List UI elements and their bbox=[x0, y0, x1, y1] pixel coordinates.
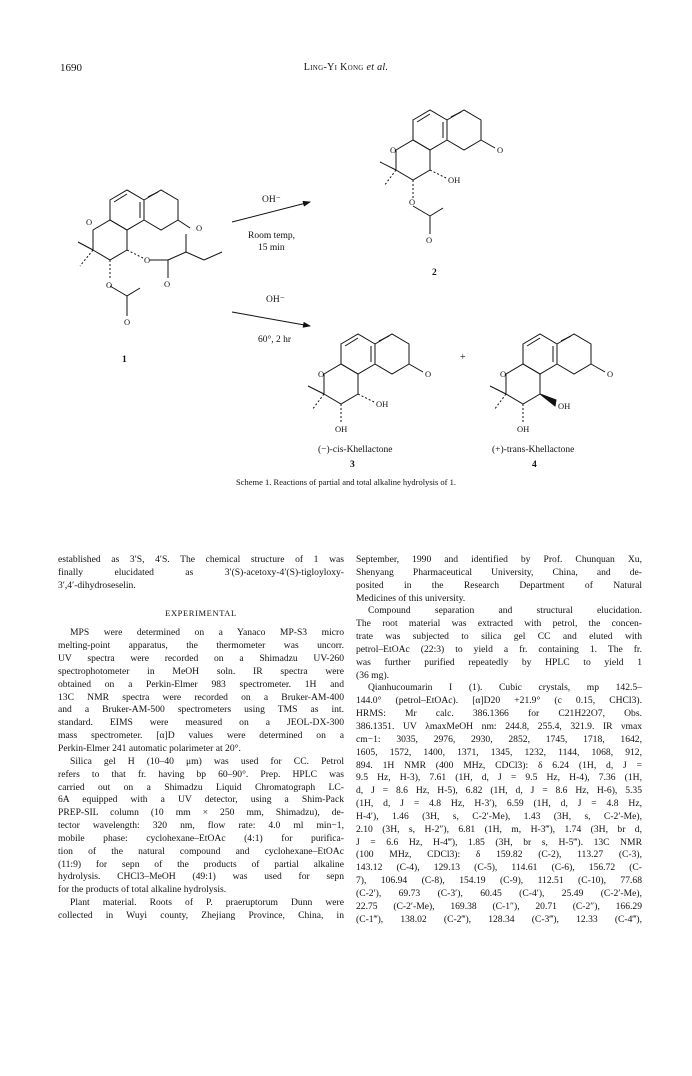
atom-o: O bbox=[500, 369, 507, 379]
text-line: MPS were determined on a Yanaco MP-S3 micro bbox=[70, 627, 344, 639]
reaction-scheme bbox=[0, 80, 692, 475]
text-line: was further purified repeatedly by HPLC to yield 1 bbox=[356, 656, 642, 668]
text-line: trate was subjected to silica gel CC and eluted with bbox=[356, 631, 642, 643]
text-line: (36 mg). bbox=[356, 669, 390, 681]
text-line: tion of the natural compound and cyclohexane–EtOAc bbox=[58, 845, 344, 857]
atom-o: O bbox=[318, 369, 325, 379]
text-line: PREP-SIL column (10 mm × 250 mm, Shimadzu), de- bbox=[58, 807, 344, 819]
atom-oh: OH bbox=[376, 399, 389, 409]
text-line: 3′,4′-dihydroseselin. bbox=[58, 579, 136, 591]
atom-o: O bbox=[124, 317, 131, 327]
text-line: 894. 1H NMR (400 MHz, CDCl3): δ 6.24 (1H, d, J = bbox=[356, 759, 642, 771]
compound-3-label: 3 bbox=[350, 460, 355, 470]
text-line: 22.75 (C-2′-Me), 169.38 (C-1″), 20.71 (C-2″), 166.29 bbox=[356, 900, 642, 912]
plus-sign: + bbox=[460, 352, 466, 363]
text-line: spectrophotometer in MeOH soln. IR spectra were bbox=[58, 665, 344, 677]
text-line: hydrolysis. CHCl3–MeOH (49:1) was used for sepn bbox=[58, 871, 344, 883]
text-line: (100 MHz, CDCl3): δ 159.82 (C-2), 113.27 (C-3), bbox=[356, 849, 642, 861]
atom-oh: OH bbox=[335, 424, 348, 434]
text-line: Qianhucoumarin I (1). Cubic crystals, mp 142.5– bbox=[368, 682, 642, 694]
text-line: mobile phase: cyclohexane–EtOAc (4:1) for purifica- bbox=[58, 832, 344, 844]
condition-1a: Room temp, bbox=[248, 231, 295, 241]
text-line: 144.0° (petrol–EtOAc). [α]D20 +21.9° (c 0.15, CHCl3). bbox=[356, 695, 642, 707]
text-line: collected in Wuyi county, Zhejiang Province, China, in bbox=[58, 909, 344, 921]
atom-oh: OH bbox=[517, 424, 530, 434]
atom-o: O bbox=[409, 197, 416, 207]
reagent-2: OH⁻ bbox=[266, 295, 285, 305]
text-line: UV spectra were recorded on a Shimadzu UV-260 bbox=[58, 653, 344, 665]
atom-o: O bbox=[144, 255, 151, 265]
text-line: Medicines of this university. bbox=[356, 592, 466, 604]
text-line: (C-2′), 69.73 (C-3′), 60.45 (C-4′), 25.49 (C-2′-Me), bbox=[356, 887, 642, 899]
compound-2-label: 2 bbox=[432, 268, 437, 278]
text-line: Compound separation and structural elucidation. bbox=[368, 605, 642, 617]
text-line: cm−1: 3035, 2976, 2930, 2852, 1745, 1718, 1642, bbox=[356, 733, 642, 745]
atom-o: O bbox=[164, 279, 171, 289]
scheme-caption: Scheme 1. Reactions of partial and total alkaline hydrolysis of 1. bbox=[236, 477, 456, 487]
text-line: 9.5 Hz, H-3), 7.61 (1H, d, J = 9.5 Hz, H-4), 7.36 (1H, bbox=[356, 772, 642, 784]
atom-o: O bbox=[497, 145, 504, 155]
page-number: 1690 bbox=[60, 62, 82, 74]
condition-1b: 15 min bbox=[258, 243, 285, 253]
reagent-1: OH⁻ bbox=[262, 195, 281, 205]
text-line: 143.12 (C-4), 129.13 (C-5), 114.61 (C-6), 156.72 (C- bbox=[356, 862, 642, 874]
running-header-authors: Ling-Yi Kong bbox=[303, 62, 364, 73]
text-line: obtained on a Perkin-Elmer 983 spectrometer. 1H and bbox=[58, 678, 344, 690]
section-heading: EXPERIMENTAL bbox=[165, 607, 237, 618]
text-line: carried out on a Shimadzu Liquid Chromatograph LC- bbox=[58, 781, 344, 793]
compound-1-label: 1 bbox=[122, 355, 127, 365]
text-line: (1H, d, J = 4.8 Hz, H-3′), 6.59 (1H, d, J = 4.8 Hz, bbox=[356, 798, 642, 810]
text-line: standard. EIMS were measured on a JEOL-DX-300 bbox=[58, 717, 344, 729]
atom-o: O bbox=[425, 369, 432, 379]
structure-compound-1 bbox=[78, 110, 605, 422]
compound-4-label: 4 bbox=[532, 460, 537, 470]
text-line: and a Bruker-AM-500 spectrometers using TMS as int. bbox=[58, 704, 344, 716]
text-line: finally elucidated as 3′(S)-acetoxy-4′(S)-tigloyloxy- bbox=[58, 566, 344, 578]
text-line: established as 3′S, 4′S. The chemical structure of 1 was bbox=[58, 554, 344, 565]
atom-oh: OH bbox=[448, 175, 461, 185]
text-line: 2.10 (3H, s, H-2″), 6.81 (1H, m, H-3‴), 1.74 (3H, br d, bbox=[356, 823, 642, 835]
text-line: 386.1351. UV λmaxMeOH nm: 244.8, 255.4, 321.9. IR νmax bbox=[356, 720, 642, 732]
text-line: J = 6.6 Hz, H-4‴), 1.85 (3H, br s, H-5‴). 13C NMR bbox=[356, 836, 642, 848]
text-line: 13C NMR spectra were recorded on a Bruker-AM-400 bbox=[58, 691, 344, 703]
running-header-etal: et al. bbox=[366, 62, 389, 73]
atom-o: O bbox=[106, 280, 113, 290]
atom-o: O bbox=[607, 369, 614, 379]
text-line: petrol–EtOAc (22:3) to yield a fr. containing 1. The fr. bbox=[356, 643, 642, 655]
text-line: Perkin-Elmer 241 automatic polarimeter at 20°. bbox=[58, 742, 241, 754]
left-column bbox=[58, 554, 344, 923]
text-line: melting-point apparatus, the thermometer was uncorr. bbox=[58, 640, 344, 652]
text-line: tector wavelength: 320 nm, flow rate: 4.0 ml min−1, bbox=[58, 820, 344, 832]
text-line: refers to that fr. having bp 60–90°. Prep. HPLC was bbox=[58, 768, 344, 780]
text-line: HRMS: Mr calc. 386.1366 for C21H22O7, Obs. bbox=[356, 708, 642, 720]
text-line: September, 1990 and identified by Prof. Chunquan Xu, bbox=[356, 554, 642, 565]
text-line: Shenyang Pharmaceutical University, China, and de- bbox=[356, 566, 642, 578]
text-line: 1605, 1572, 1400, 1371, 1345, 1232, 1144, 1068, 912, bbox=[356, 746, 642, 758]
atom-o: O bbox=[390, 145, 397, 155]
text-line: posited in the Research Department of Natural bbox=[356, 579, 642, 591]
text-line: H-4′), 1.46 (3H, s, C-2′-Me), 1.43 (3H, s, C-2′-Me), bbox=[356, 810, 642, 822]
text-line: for the products of total alkaline hydrolysis. bbox=[58, 884, 227, 896]
atom-o: O bbox=[86, 217, 93, 227]
text-line: 7), 106.94 (C-8), 154.19 (C-9), 112.51 (C-10), 77.68 bbox=[356, 875, 642, 887]
atom-o: O bbox=[196, 223, 203, 233]
text-line: Silica gel H (10–40 μm) was used for CC. Petrol bbox=[70, 755, 344, 767]
compound-3-name: (−)-cis-Khellactone bbox=[318, 445, 393, 455]
text-line: 6A equipped with a UV detector, using a Shim-Pack bbox=[58, 794, 344, 806]
atom-o: O bbox=[426, 235, 433, 245]
right-column bbox=[356, 554, 642, 926]
text-line: d, J = 8.6 Hz, H-5), 6.82 (1H, d, J = 8.6 Hz, H-6), 5.35 bbox=[356, 785, 642, 797]
condition-2: 60°, 2 hr bbox=[258, 335, 292, 345]
running-header bbox=[0, 62, 692, 73]
text-line: (C-1‴), 138.02 (C-2‴), 128.34 (C-3‴), 12.33 (C-4‴), bbox=[356, 913, 642, 925]
text-line: Plant material. Roots of P. praeruptorum Dunn were bbox=[70, 897, 344, 909]
text-line: mass spectrometer. [α]D values were determined on a bbox=[58, 730, 344, 742]
text-line: The root material was extracted with petrol, the concen- bbox=[356, 618, 642, 630]
atom-oh: OH bbox=[558, 401, 571, 411]
text-line: (11:9) for sepn of the products of partial alkaline bbox=[58, 858, 344, 870]
compound-4-name: (+)-trans-Khellactone bbox=[492, 445, 575, 455]
